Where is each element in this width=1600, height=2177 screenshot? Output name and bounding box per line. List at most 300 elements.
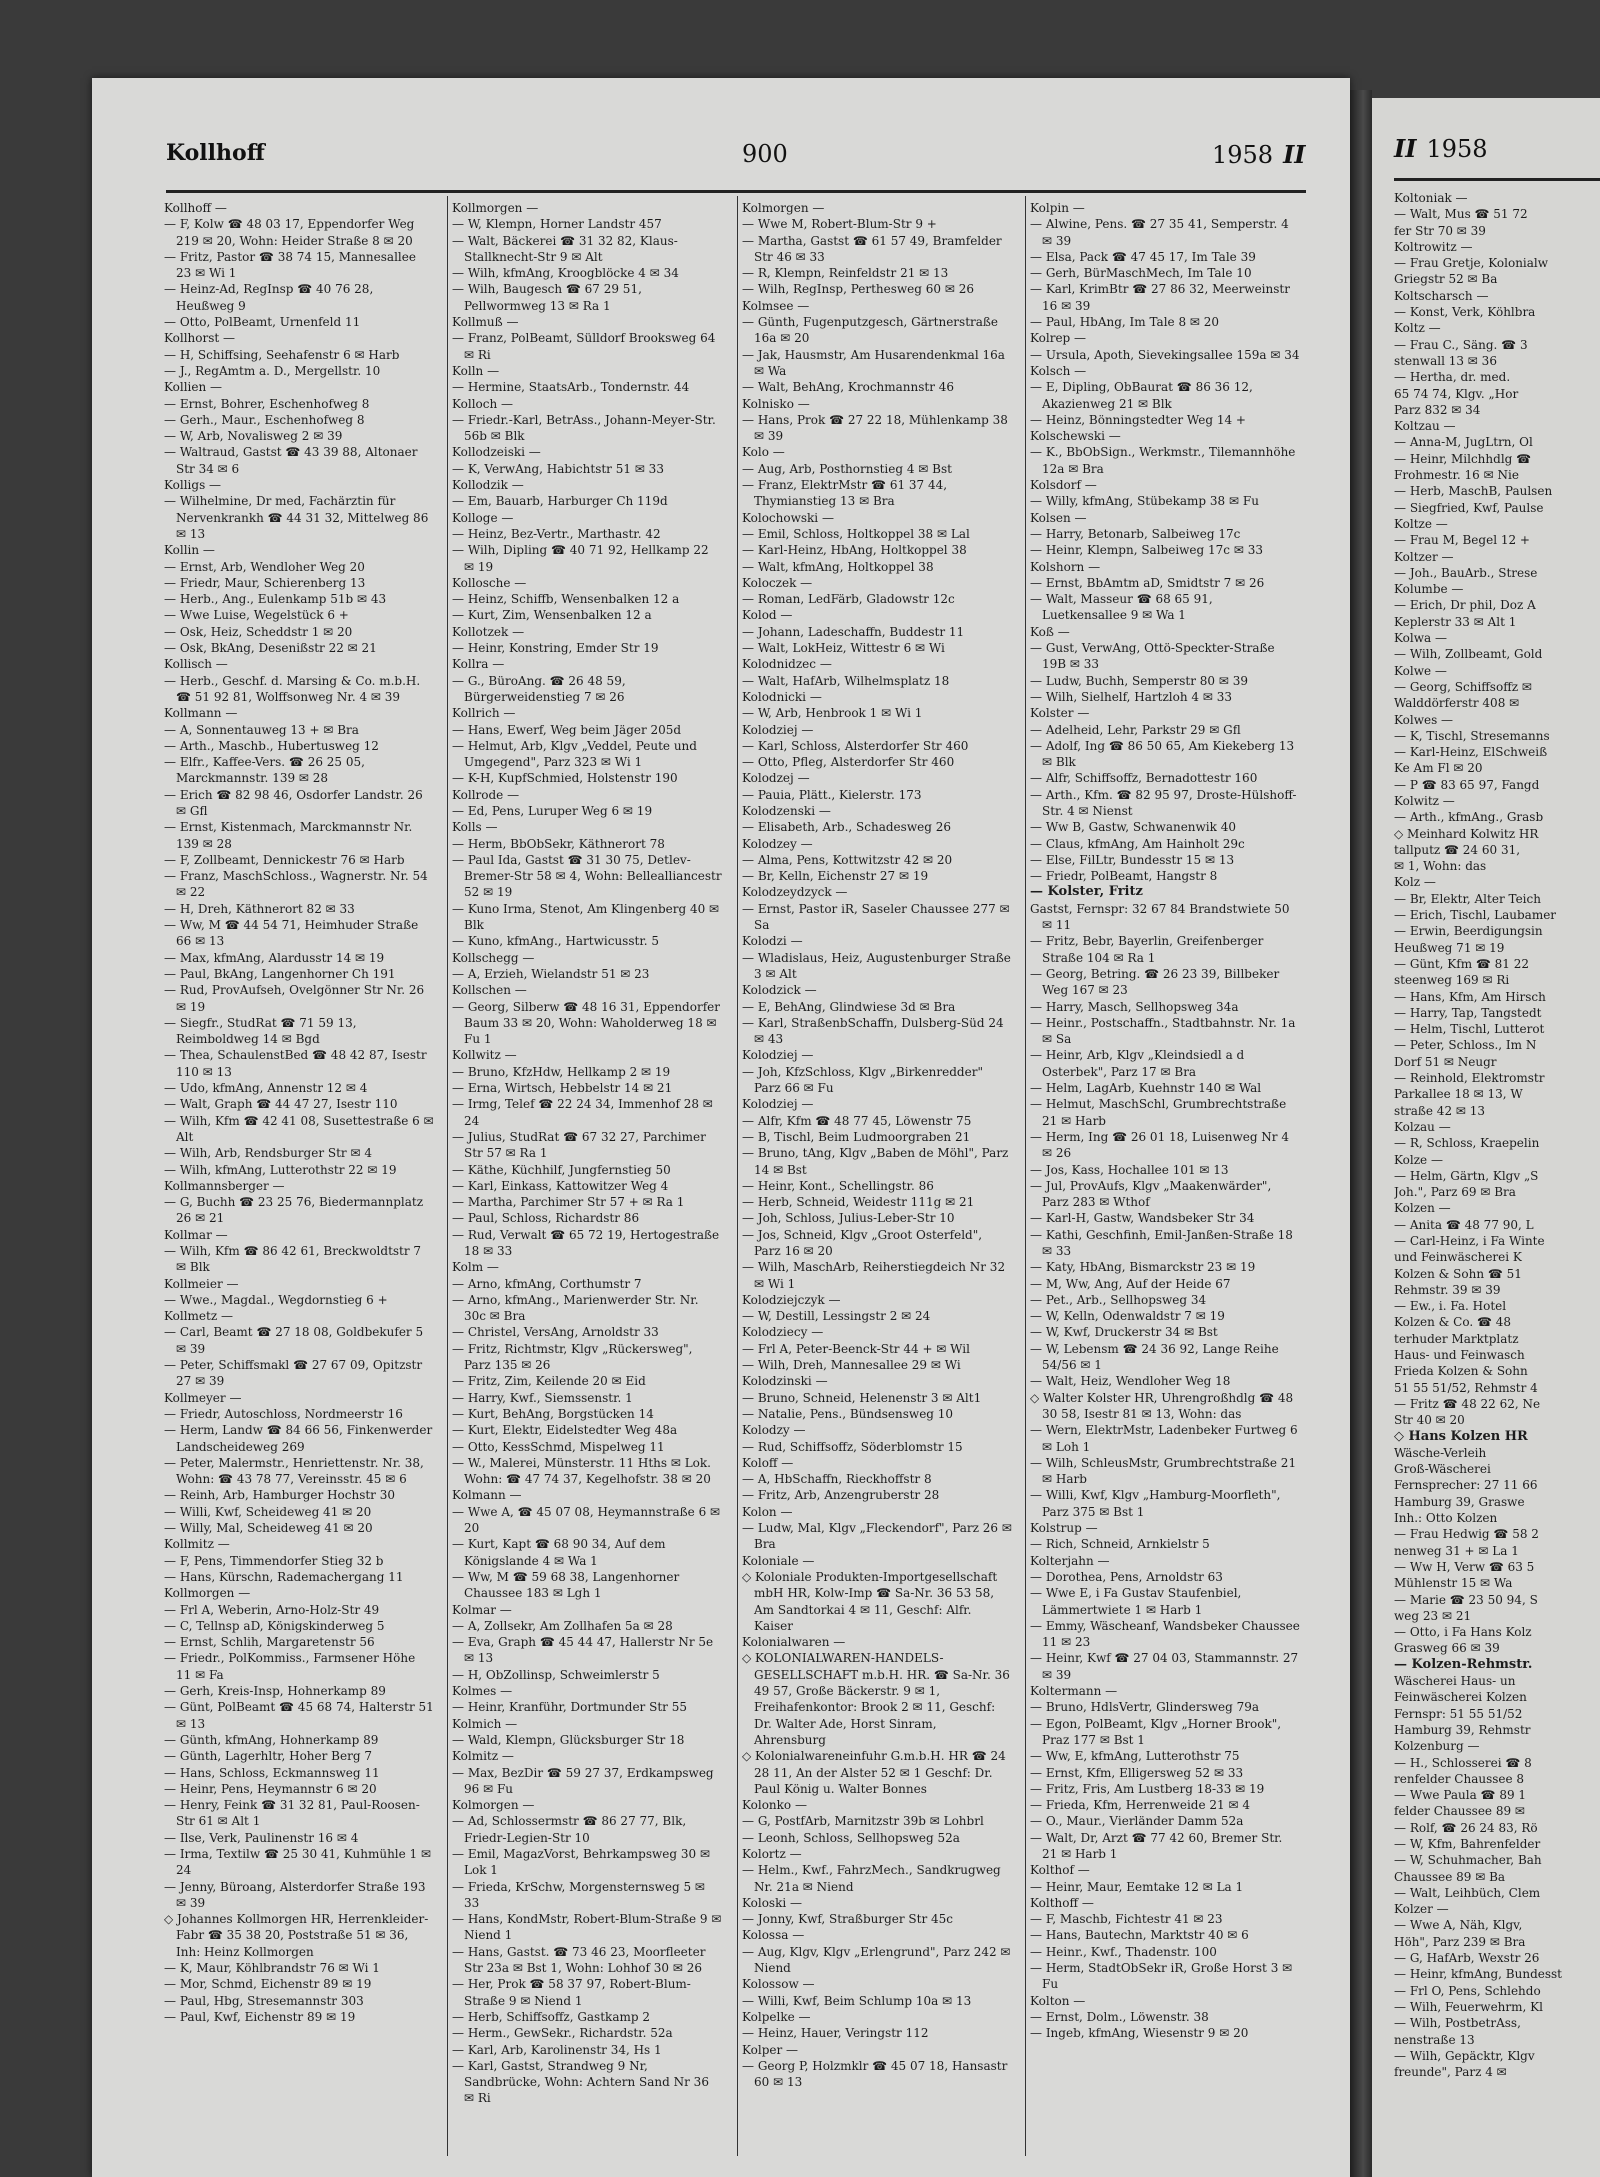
- directory-entry: Kolthof —: [1030, 1863, 1090, 1878]
- directory-entry: Koloff —: [742, 1455, 794, 1470]
- directory-entry: — Erna, Wirtsch, Hebbelstr 14 ✉ 21: [452, 1081, 673, 1096]
- directory-entry: — Ernst, Pastor iR, Saseler Chaussee 277 ✉ Sa: [742, 901, 1010, 933]
- directory-entry: Höh", Parz 239 ✉ Bra: [1394, 1934, 1526, 1949]
- directory-entry: — Wilh, RegInsp, Perthesweg 60 ✉ 26: [742, 282, 975, 297]
- directory-entry: — Ww H, Verw ☎ 63 5: [1394, 1559, 1535, 1574]
- directory-entry: — G, PostfArb, Marnitzstr 39b ✉ Lohbrl: [742, 1814, 984, 1829]
- directory-entry: — Jak, Hausmstr, Am Husarendenkmal 16a ✉ Wa: [742, 347, 1005, 378]
- directory-entry: — Helm, Gärtn, Klgv „S: [1394, 1168, 1539, 1183]
- directory-entry: — Peter, Schloss., Im N: [1394, 1038, 1537, 1053]
- directory-entry: Kolnisko —: [742, 396, 810, 411]
- directory-entry: — Günth, Lagerhltr, Hoher Berg 7: [164, 1749, 372, 1764]
- directory-entry: — Katy, HbAng, Bismarckstr 23 ✉ 19: [1030, 1260, 1256, 1275]
- directory-entry: — Herm., GewSekr., Richardstr. 52a: [452, 2026, 673, 2041]
- directory-column-3: [742, 200, 1012, 2160]
- directory-entry: — Wilh, Feuerwehrm, Kl: [1394, 1999, 1543, 2014]
- directory-entry: — Em, Bauarb, Harburger Ch 119d: [452, 494, 668, 509]
- directory-entry: — Heinr, kfmAng, Bundesst: [1394, 1967, 1562, 1982]
- directory-entry: — Kurt, Elektr, Eidelstedter Weg 48a: [452, 1423, 678, 1438]
- right-page-column: [1394, 190, 1600, 2150]
- directory-entry: — Karl-Heinz, ElSchweiß: [1394, 745, 1548, 760]
- directory-entry: — Ernst, Bohrer, Eschenhofweg 8: [164, 396, 370, 411]
- directory-entry: — Dorothea, Pens, Arnoldstr 63: [1030, 1569, 1223, 1584]
- directory-entry: — Waltraud, Gastst ☎ 43 39 88, Altonaer Str 34 ✉ 6: [164, 445, 418, 476]
- directory-entry: fer Str 70 ✉ 39: [1394, 223, 1486, 238]
- directory-entry: terhuder Marktplatz: [1394, 1331, 1519, 1346]
- directory-entry: — Udo, kfmAng, Annenstr 12 ✉ 4: [164, 1081, 368, 1096]
- directory-entry: Kolodzej —: [742, 771, 810, 786]
- directory-entry: — Joh, KfzSchloss, Klgv „Birkenredder" Parz 66 ✉ Fu: [742, 1064, 983, 1096]
- directory-page-left: [92, 78, 1350, 2177]
- directory-entry: — Osk, BkAng, Desenißstr 22 ✉ 21: [164, 641, 377, 656]
- directory-entry: — Henry, Feink ☎ 31 32 81, Paul-Roosen-Str 61 ✉ Alt 1: [164, 1798, 420, 1829]
- directory-entry: Kollrode —: [452, 787, 520, 802]
- directory-entry: — Paul, Schloss, Richardstr 86: [452, 1211, 640, 1226]
- directory-entry: — Heinr, Kranführ, Dortmunder Str 55: [452, 1700, 687, 1715]
- directory-entry: — Walt, Mus ☎ 51 72: [1394, 207, 1528, 222]
- directory-entry: — Harry, Tap, Tangstedt: [1394, 1005, 1542, 1020]
- directory-entry: — A, HbSchaffn, Rieckhoffstr 8: [742, 1472, 932, 1487]
- directory-entry: Ke Am Fl ✉ 20: [1394, 761, 1483, 776]
- directory-entry: — Heinr, Kwf ☎ 27 04 03, Stammannstr. 27 ✉ 39: [1030, 1651, 1299, 1682]
- directory-entry: — R, Klempn, Reinfeldstr 21 ✉ 13: [742, 266, 949, 281]
- directory-entry: — Kurt, Kapt ☎ 68 90 34, Auf dem Königslande 4 ✉ Wa 1: [452, 1537, 666, 1568]
- directory-entry: — Hans, Gastst. ☎ 73 46 23, Moorfleeter Str 23a ✉ Bst 1, Wohn: Lohhof 30 ✉ 26: [452, 1944, 706, 1976]
- directory-entry: 65 74 74, Klgv. „Hor: [1394, 386, 1519, 401]
- directory-entry: Kolodzy —: [742, 1423, 806, 1438]
- directory-entry: — Walt, Dr, Arzt ☎ 77 42 60, Bremer Str. 21 ✉ Harb 1: [1030, 1830, 1283, 1861]
- directory-entry: — H, Schiffsing, Seehafenstr 6 ✉ Harb: [164, 347, 400, 362]
- directory-entry: — Ernst, Schlih, Margaretenstr 56: [164, 1635, 375, 1650]
- directory-entry: Str 40 ✉ 20: [1394, 1413, 1465, 1428]
- directory-entry: — Harry, Masch, Sellhopsweg 34a: [1030, 999, 1239, 1014]
- directory-entry: — Marie ☎ 23 50 94, S: [1394, 1592, 1538, 1607]
- directory-column-4: [1030, 200, 1300, 2160]
- directory-entry: 51 55 51/52, Rehmstr 4: [1394, 1380, 1538, 1395]
- directory-entry: Kolzen & Sohn ☎ 51: [1394, 1266, 1522, 1281]
- directory-entry: — Osk, Heiz, Scheddstr 1 ✉ 20: [164, 624, 353, 639]
- directory-entry: — Heinz, Bez-Vertr., Marthastr. 42: [452, 526, 661, 541]
- directory-entry: — Peter, Schiffsmakl ☎ 27 67 09, Opitzstr 27 ✉ 39: [164, 1358, 423, 1389]
- directory-entry: — Gust, VerwAng, Ottö-Speckter-Straße 19B ✉ 33: [1030, 641, 1275, 672]
- directory-entry: — Kuno, kfmAng., Hartwicusstr. 5: [452, 934, 659, 949]
- directory-entry: — Peter, Malermstr., Henriettenstr. Nr. 38, Wohn: ☎ 43 78 77, Vereinsstr. 45 ✉ 6: [164, 1455, 424, 1487]
- directory-entry: — Herm, Ing ☎ 26 01 18, Luisenweg Nr 4 ✉ 26: [1030, 1129, 1289, 1161]
- directory-entry: — Georg P, Holzmklr ☎ 45 07 18, Hansastr 60 ✉ 13: [742, 2058, 1008, 2090]
- directory-entry: — Ilse, Verk, Paulinenstr 16 ✉ 4: [164, 1830, 359, 1845]
- directory-entry: — Hans, Kürschn, Rademachergang 11: [164, 1569, 404, 1584]
- directory-entry: Kolton —: [1030, 1993, 1086, 2008]
- directory-entry: — Heinz, Hauer, Veringstr 112: [742, 2026, 929, 2041]
- directory-entry: — K, Tischl, Stresemanns: [1394, 728, 1550, 743]
- running-header-name: Kollhoff: [166, 140, 265, 166]
- directory-entry: Kollmeyer —: [164, 1390, 242, 1405]
- directory-entry: — Herb, Schneid, Weidestr 111g ✉ 21: [742, 1195, 975, 1210]
- directory-entry: Hamburg 39, Rehmstr: [1394, 1722, 1531, 1737]
- directory-entry: — Arth., kfmAng., Grasb: [1394, 810, 1544, 825]
- directory-entry: Frieda Kolzen & Sohn: [1394, 1364, 1528, 1379]
- directory-entry: — J., RegAmtm a. D., Mergellstr. 10: [164, 363, 381, 378]
- directory-entry: — Reinh, Arb, Hamburger Hochstr 30: [164, 1488, 396, 1503]
- directory-entry: — Karl, Schloss, Alsterdorfer Str 460: [742, 738, 969, 753]
- directory-entry: — Aug, Arb, Posthornstieg 4 ✉ Bst: [742, 461, 952, 476]
- directory-entry: Kolster —: [1030, 706, 1090, 721]
- directory-entry: Kollwitz —: [452, 1048, 517, 1063]
- directory-entry: — Hans, Prok ☎ 27 22 18, Mühlenkamp 38 ✉ 39: [742, 412, 1008, 444]
- directory-entry: — W, Kfm, Bahrenfelder: [1394, 1836, 1541, 1851]
- directory-entry: — Martha, Parchimer Str 57 + ✉ Ra 1: [452, 1195, 685, 1210]
- directory-entry: — Pauia, Plätt., Kielerstr. 173: [742, 787, 922, 802]
- directory-entry: — Ernst, Dolm., Löwenstr. 38: [1030, 2009, 1209, 2024]
- directory-entry: — Wwe E, i Fa Gustav Staufenbiel, Lämmertwiete 1 ✉ Harb 1: [1030, 1586, 1242, 1617]
- directory-entry: Koß —: [1030, 624, 1070, 639]
- directory-entry: — Walt, Bäckerei ☎ 31 32 82, Klaus-Stallknecht-Str 9 ✉ Alt: [452, 233, 678, 264]
- directory-entry: — Friedr.-Karl, BetrAss., Johann-Meyer-Str. 56b ✉ Blk: [452, 412, 716, 444]
- directory-entry: — Georg, Betring. ☎ 26 23 39, Billbeker Weg 167 ✉ 23: [1030, 966, 1280, 998]
- directory-entry: — Franz, PolBeamt, Sülldorf Brooksweg 64 ✉ Ri: [452, 331, 716, 362]
- directory-entry: Koltscharsch —: [1394, 288, 1489, 303]
- directory-entry: — Alfr, Kfm ☎ 48 77 45, Löwenstr 75: [742, 1113, 972, 1128]
- directory-entry: — Wilh, Baugesch ☎ 67 29 51, Pellwormweg 13 ✉ Ra 1: [452, 282, 642, 313]
- directory-entry: — Walt, LokHeiz, Wittestr 6 ✉ Wi: [742, 641, 945, 656]
- directory-entry: Keplerstr 33 ✉ Alt 1: [1394, 614, 1517, 629]
- header-rule: [166, 190, 1306, 193]
- directory-entry: ✉ 1, Wohn: das: [1394, 859, 1487, 874]
- directory-entry: — Willi, Kwf, Klgv „Hamburg-Moorfleth", Parz 375 ✉ Bst 1: [1030, 1488, 1281, 1519]
- directory-entry: — Julius, StudRat ☎ 67 32 27, Parchimer Str 57 ✉ Ra 1: [452, 1129, 706, 1161]
- directory-entry: — W, Lebensm ☎ 24 36 92, Lange Reihe 54/56 ✉ 1: [1030, 1341, 1279, 1373]
- directory-entry: — Wladislaus, Heiz, Augustenburger Straße 3 ✉ Alt: [742, 950, 1011, 981]
- directory-entry: — Friedr, PolBeamt, Hangstr 8: [1030, 869, 1218, 884]
- directory-entry: ◇ Hans Kolzen HR: [1394, 1428, 1528, 1444]
- directory-entry: Koltzau —: [1394, 419, 1456, 434]
- directory-entry: — Karl, KrimBtr ☎ 27 86 32, Meerweinstr 16 ✉ 39: [1030, 282, 1290, 313]
- directory-entry: — Jenny, Büroang, Alsterdorfer Straße 193 ✉ 39: [164, 1879, 426, 1910]
- directory-entry: — Br, Elektr, Alter Teich: [1394, 891, 1541, 906]
- directory-entry: Kolonialwaren —: [742, 1635, 846, 1650]
- directory-entry: — Heinr, Pens, Heymannstr 6 ✉ 20: [164, 1781, 377, 1796]
- directory-entry: — Walt, Leihbüch, Clem: [1394, 1885, 1541, 1900]
- directory-entry: — Fritz, Richtmstr, Klgv „Rückersweg", Parz 135 ✉ 26: [452, 1341, 693, 1373]
- directory-entry: — Wwe A, ☎ 45 07 08, Heymannstraße 6 ✉ 20: [452, 1504, 721, 1536]
- directory-entry: — G, Buchh ☎ 23 25 76, Biedermannplatz 26 ✉ 21: [164, 1195, 424, 1226]
- directory-entry: — Bruno, KfzHdw, Hellkamp 2 ✉ 19: [452, 1064, 671, 1079]
- directory-entry: — Christel, VersAng, Arnoldstr 33: [452, 1325, 659, 1340]
- directory-entry: — Aug, Klgv, Klgv „Erlengrund", Parz 242 ✉ Niend: [742, 1944, 1011, 1976]
- directory-entry: Kolodziej —: [742, 1048, 814, 1063]
- directory-entry: — Max, kfmAng, Alardusstr 14 ✉ 19: [164, 950, 385, 965]
- directory-entry: — Wwe., Magdal., Wegdornstieg 6 +: [164, 1292, 388, 1307]
- directory-entry: — Arno, kfmAng., Marienwerder Str. Nr. 30c ✉ Bra: [452, 1292, 699, 1324]
- directory-entry: — Ww, E, kfmAng, Lutterothstr 75: [1030, 1749, 1240, 1764]
- directory-entry: — Wilh, Arb, Rendsburger Str ✉ 4: [164, 1146, 372, 1161]
- directory-entry: Wäscherei Haus- un: [1394, 1674, 1516, 1689]
- directory-entry: Kollmar —: [164, 1227, 228, 1242]
- directory-entry: — Wilh, Sielhelf, Hartzloh 4 ✉ 33: [1030, 689, 1232, 704]
- directory-entry: — Herb., Ang., Eulenkamp 51b ✉ 43: [164, 592, 387, 607]
- directory-entry: — Frl A, Weberin, Arno-Holz-Str 49: [164, 1602, 380, 1617]
- directory-entry: — Wald, Klempn, Glücksburger Str 18: [452, 1732, 685, 1747]
- directory-entry: — E, Dipling, ObBaurat ☎ 86 36 12, Akazienweg 21 ✉ Blk: [1030, 380, 1253, 411]
- directory-entry: — Rolf, ☎ 26 24 83, Rö: [1394, 1820, 1538, 1835]
- directory-entry: Kollra —: [452, 657, 505, 672]
- column-divider: [737, 196, 738, 2156]
- directory-entry: — Frau Hedwig ☎ 58 2: [1394, 1527, 1539, 1542]
- directory-entry: — Max, BezDir ☎ 59 27 37, Erdkampsweg 96 ✉ Fu: [452, 1765, 714, 1796]
- directory-entry: — Siegfried, Kwf, Paulse: [1394, 500, 1544, 515]
- directory-entry: — Frieda, Kfm, Herrenweide 21 ✉ 4: [1030, 1798, 1250, 1813]
- directory-entry: — Ursula, Apoth, Sievekingsallee 159a ✉ 34: [1030, 347, 1300, 362]
- directory-entry: — Georg, Schiffsoffz ✉: [1394, 679, 1532, 694]
- directory-entry: — Carl-Heinz, i Fa Winte: [1394, 1234, 1545, 1248]
- directory-entry: Kolmar —: [452, 1602, 512, 1617]
- directory-entry: — C, Tellnsp aD, Königskinderweg 5: [164, 1618, 385, 1633]
- directory-entry: Koloniale —: [742, 1553, 815, 1568]
- directory-entry: — Gerh, Kreis-Insp, Hohnerkamp 89: [164, 1684, 386, 1699]
- directory-entry: — Heinr, Kont., Schellingstr. 86: [742, 1178, 934, 1193]
- directory-entry: — G, HafArb, Wexstr 26: [1394, 1951, 1540, 1966]
- directory-entry: straße 42 ✉ 13: [1394, 1103, 1486, 1118]
- directory-entry: — Karl, Arb, Karolinenstr 34, Hs 1: [452, 2042, 662, 2057]
- directory-entry: — Harry, Kwf., Siemssenstr. 1: [452, 1390, 633, 1405]
- directory-entry: — Otto, KessSchmd, Mispelweg 11: [452, 1439, 665, 1454]
- directory-entry: — F, Zollbeamt, Dennickestr 76 ✉ Harb: [164, 852, 405, 867]
- directory-entry: Haus- und Feinwasch: [1394, 1348, 1525, 1363]
- directory-entry: — P ☎ 83 65 97, Fangd: [1394, 777, 1540, 792]
- directory-entry: — Wilh, Gepäcktr, Klgv: [1394, 2048, 1535, 2063]
- directory-entry: Kolodziej —: [742, 722, 814, 737]
- directory-entry: — Wwe Paula ☎ 89 1: [1394, 1788, 1527, 1803]
- directory-entry: — K, VerwAng, Habichtstr 51 ✉ 33: [452, 461, 664, 476]
- directory-entry: Kolodzinski —: [742, 1374, 828, 1389]
- directory-entry: Koltze —: [1394, 516, 1448, 531]
- directory-entry: ◇ Johannes Kollmorgen HR, Herrenkleider-Fabr ☎ 35 38 20, Poststraße 51 ✉ 36, Inh: Heinz Kollmorgen: [164, 1912, 429, 1959]
- page-number: 900: [742, 140, 788, 168]
- directory-entry: Rehmstr. 39 ✉ 39: [1394, 1282, 1501, 1297]
- directory-entry: — Gerh, BürMaschMech, Im Tale 10: [1030, 266, 1252, 281]
- directory-entry: — Johann, Ladeschaffn, Buddestr 11: [742, 624, 965, 639]
- directory-entry: — Frl A, Peter-Beenck-Str 44 + ✉ Wil: [742, 1341, 970, 1356]
- directory-entry: Fernspr: 51 55 51/52: [1394, 1706, 1523, 1721]
- directory-entry: Kollhoff —: [164, 201, 227, 215]
- directory-entry: Chaussee 89 ✉ Ba: [1394, 1869, 1506, 1884]
- directory-entry: Kollien —: [164, 380, 223, 395]
- directory-entry: Kolpin —: [1030, 201, 1085, 215]
- directory-entry: Kolzer —: [1394, 1902, 1449, 1917]
- directory-entry: — Bruno, HdlsVertr, Glindersweg 79a: [1030, 1700, 1260, 1715]
- directory-entry: — Jonny, Kwf, Straßburger Str 45c: [742, 1912, 954, 1927]
- directory-entry: — Carl, Beamt ☎ 27 18 08, Goldbekufer 5 ✉ 39: [164, 1325, 424, 1356]
- directory-entry: Kolsdorf —: [1030, 478, 1097, 493]
- directory-entry: — Hermine, StaatsArb., Tondernstr. 44: [452, 380, 690, 395]
- directory-entry: Kolloge —: [452, 510, 514, 525]
- page-volume: II: [1283, 140, 1306, 169]
- directory-entry: — Hans, Schloss, Eckmannsweg 11: [164, 1765, 380, 1780]
- directory-entry: — Hans, Ewerf, Weg beim Jäger 205d: [452, 722, 682, 737]
- directory-entry: — Ernst, Kistenmach, Marckmannstr Nr. 139 ✉ 28: [164, 820, 413, 851]
- directory-entry: Koltermann —: [1030, 1684, 1118, 1699]
- directory-entry: — Friedr, Maur, Schierenberg 13: [164, 575, 366, 590]
- directory-entry: — Heinr, Arb, Klgv „Kleindsiedl a d Osterbek", Parz 17 ✉ Bra: [1030, 1048, 1245, 1079]
- directory-entry: — Otto, Pfleg, Alsterdorfer Str 460: [742, 755, 955, 770]
- directory-entry: — Joh., BauArb., Strese: [1394, 565, 1538, 580]
- directory-entry: stenwall 13 ✉ 36: [1394, 353, 1497, 368]
- directory-entry: Kolstrup —: [1030, 1521, 1098, 1536]
- directory-entry: Kollhorst —: [164, 331, 236, 346]
- directory-entry: Walddörferstr 408 ✉: [1394, 696, 1520, 711]
- directory-entry: — Günth, Fugenputzgesch, Gärtnerstraße 16a ✉ 20: [742, 315, 999, 346]
- directory-entry: — Frau Gretje, Kolonialw: [1394, 256, 1549, 271]
- directory-page-right: [1372, 98, 1600, 2177]
- directory-entry: — Kurt, BehAng, Borgstücken 14: [452, 1406, 654, 1421]
- column-divider: [1025, 196, 1026, 2156]
- directory-entry: — Rud, Schiffsoffz, Söderblomstr 15: [742, 1439, 963, 1454]
- right-page-volume: II: [1394, 134, 1417, 163]
- directory-entry: steenweg 169 ✉ Ri: [1394, 973, 1510, 988]
- directory-entry: — Paul, HbAng, Im Tale 8 ✉ 20: [1030, 315, 1220, 330]
- directory-entry: Kolwitz —: [1394, 793, 1455, 808]
- directory-entry: Koltzer —: [1394, 549, 1454, 564]
- directory-entry: Heußweg 71 ✉ 19: [1394, 940, 1505, 955]
- directory-entry: Kolodnicki —: [742, 689, 822, 704]
- directory-entry: Kolz —: [1394, 875, 1436, 890]
- directory-entry: ◇ Meinhard Kolwitz HR: [1394, 826, 1539, 841]
- directory-entry: — Fritz, Fris, Am Lustberg 18-33 ✉ 19: [1030, 1781, 1265, 1796]
- directory-entry: Kollisch —: [164, 657, 228, 672]
- column-divider: [447, 196, 448, 2156]
- directory-entry: — R, Schloss, Kraepelin: [1394, 1136, 1540, 1151]
- directory-entry: — Wilh, kfmAng, Kroogblöcke 4 ✉ 34: [452, 266, 679, 281]
- directory-entry: Kolln —: [452, 363, 500, 378]
- directory-entry: — H., Schlosserei ☎ 8: [1394, 1755, 1532, 1770]
- directory-entry: — Wilh, Dipling ☎ 40 71 92, Hellkamp 22 ✉ 19: [452, 543, 709, 574]
- directory-entry: Parz 832 ✉ 34: [1394, 402, 1481, 417]
- directory-entry: Kollrich —: [452, 706, 516, 721]
- directory-entry: Groß-Wäscherei: [1394, 1462, 1491, 1477]
- directory-entry: — Walt, HafArb, Wilhelmsplatz 18: [742, 673, 950, 688]
- directory-entry: Kolzen —: [1394, 1201, 1451, 1216]
- directory-entry: — Helm, LagArb, Kuehnstr 140 ✉ Wal: [1030, 1081, 1262, 1096]
- directory-entry: — Claus, kfmAng, Am Hainholt 29c: [1030, 836, 1245, 851]
- directory-entry: — Heinr., Kwf., Thadenstr. 100: [1030, 1944, 1217, 1959]
- directory-entry: — Alfr, Schiffsoffz, Bernadottestr 160: [1030, 771, 1258, 786]
- directory-entry: — Kolster, Fritz: [1030, 884, 1143, 900]
- directory-entry: — Konst, Verk, Köhlbra: [1394, 305, 1536, 320]
- directory-entry: Kolmitz —: [452, 1749, 514, 1764]
- directory-entry: — Egon, PolBeamt, Klgv „Horner Brook", Praz 177 ✉ Bst 1: [1030, 1716, 1282, 1747]
- directory-entry: — Walt, kfmAng, Holtkoppel 38: [742, 559, 934, 574]
- directory-entry: — Heinz-Ad, RegInsp ☎ 40 76 28, Heußweg 9: [164, 282, 374, 313]
- directory-entry: — A, Zollsekr, Am Zollhafen 5a ✉ 28: [452, 1618, 673, 1633]
- directory-entry: — Günt, PolBeamt ☎ 45 68 74, Halterstr 51 ✉ 13: [164, 1700, 434, 1731]
- directory-entry: — Frl O, Pens, Schlehdo: [1394, 1983, 1541, 1998]
- page-year-volume: [1212, 140, 1306, 169]
- directory-entry: — W, Schuhmacher, Bah: [1394, 1853, 1542, 1868]
- directory-entry: — Arth., Maschb., Hubertusweg 12: [164, 738, 379, 753]
- directory-entry: — Walt, Masseur ☎ 68 65 91, Luetkensallee 9 ✉ Wa 1: [1030, 592, 1213, 623]
- directory-entry: Kolper —: [742, 2042, 799, 2057]
- directory-entry: — Bruno, Schneid, Helenenstr 3 ✉ Alt1: [742, 1390, 982, 1405]
- directory-entry: — B, Tischl, Beim Ludmoorgraben 21: [742, 1129, 971, 1144]
- directory-entry: und Feinwäscherei K: [1394, 1250, 1522, 1265]
- directory-entry: Kolochowski —: [742, 510, 834, 525]
- directory-entry: Frohmestr. 16 ✉ Nie: [1394, 468, 1519, 483]
- directory-entry: Kolortz —: [742, 1846, 802, 1861]
- directory-entry: — Adelheid, Lehr, Parkstr 29 ✉ Gfl: [1030, 722, 1241, 737]
- directory-entry: — Anita ☎ 48 77 90, L: [1394, 1217, 1534, 1232]
- directory-entry: Kollmann —: [164, 706, 238, 721]
- directory-entry: Inh.: Otto Kolzen: [1394, 1511, 1498, 1526]
- directory-entry: — Reinhold, Elektromstr: [1394, 1071, 1545, 1086]
- directory-entry: — W., Malerei, Münsterstr. 11 Hths ✉ Lok. Wohn: ☎ 47 74 37, Kegelhofstr. 38 ✉ 20: [452, 1455, 711, 1487]
- directory-entry: Kollmitz —: [164, 1537, 230, 1552]
- directory-entry: — Fritz, Arb, Anzengruberstr 28: [742, 1488, 940, 1503]
- directory-entry: — K., BbObSign., Werkmstr., Tilemannhöhe 12a ✉ Bra: [1030, 445, 1296, 476]
- directory-entry: Kolumbe —: [1394, 582, 1464, 597]
- directory-column-1: [164, 200, 434, 2160]
- directory-entry: Kollmorgen —: [452, 201, 539, 215]
- directory-entry: — Frieda, KrSchw, Morgensternsweg 5 ✉ 33: [452, 1879, 705, 1910]
- directory-entry: Kolm —: [452, 1260, 499, 1275]
- directory-entry: Kolze —: [1394, 1152, 1443, 1167]
- directory-entry: Koloczek —: [742, 575, 813, 590]
- directory-entry: — Heinz, Bönningstedter Weg 14 +: [1030, 412, 1246, 427]
- directory-entry: — Paul Ida, Gastst ☎ 31 30 75, Detlev-Bremer-Str 58 ✉ 4, Wohn: Bellealliancestr 52 ✉ 19: [452, 852, 722, 900]
- directory-entry: — Erwin, Beerdigungsin: [1394, 924, 1543, 939]
- directory-entry: — Franz, ElektrMstr ☎ 61 37 44, Thymianstieg 13 ✉ Bra: [742, 478, 948, 509]
- directory-entry: — Rud, Verwalt ☎ 65 72 19, Hertogestraße 18 ✉ 33: [452, 1227, 720, 1258]
- directory-entry: Feinwäscherei Kolzen: [1394, 1690, 1527, 1705]
- directory-entry: Dorf 51 ✉ Neugr: [1394, 1054, 1497, 1069]
- directory-entry: — Herb., Geschf. d. Marsing & Co. m.b.H. ☎ 51 92 81, Wolffsonweg Nr. 4 ✉ 39: [164, 673, 421, 704]
- directory-entry: — Elisabeth, Arb., Schadesweg 26: [742, 820, 951, 835]
- directory-entry: ◇ Koloniale Produkten-Importgesellschaft mbH HR, Kolw-Imp ☎ Sa-Nr. 36 53 58, Am Sandtorkai 4 ✉ 11, Geschf: Alfr. Kaiser: [742, 1569, 998, 1633]
- directory-entry: — Wwe M, Robert-Blum-Str 9 +: [742, 217, 937, 232]
- directory-entry: — Franz, MaschSchloss., Wagnerstr. Nr. 54 ✉ 22: [164, 869, 428, 900]
- directory-entry: — Natalie, Pens., Bündsensweg 10: [742, 1406, 954, 1421]
- directory-entry: — Irmg, Telef ☎ 22 24 34, Immenhof 28 ✉ 24: [452, 1097, 713, 1128]
- directory-entry: Kollodzik —: [452, 478, 524, 493]
- directory-entry: — Mor, Schmd, Eichenstr 89 ✉ 19: [164, 1977, 372, 1992]
- directory-entry: ◇ KOLONIALWAREN-HANDELS-GESELLSCHAFT m.b.H. HR. ☎ Sa-Nr. 36 49 57, Große Bäckerstr. 9 ✉ 1, Freihafenkontor: Brook 2 ✉ 11, Geschf: Dr. Walter Ade, Horst Sinram, Ahrensburg: [742, 1651, 1010, 1747]
- directory-entry: Kolsch —: [1030, 363, 1087, 378]
- directory-entry: Kollmetz —: [164, 1309, 233, 1324]
- directory-entry: Kolwa —: [1394, 631, 1447, 646]
- directory-entry: — Emil, MagazVorst, Behrkampsweg 30 ✉ Lok 1: [452, 1846, 711, 1878]
- directory-entry: — H, ObZollinsp, Schweimlerstr 5: [452, 1667, 660, 1682]
- directory-entry: Kolzen & Co. ☎ 48: [1394, 1315, 1512, 1330]
- directory-entry: — K, Maur, Köhlbrandstr 76 ✉ Wi 1: [164, 1961, 380, 1976]
- directory-entry: — Karl-Heinz, HbAng, Holtkoppel 38: [742, 543, 967, 558]
- directory-entry: — Frau C., Säng. ☎ 3: [1394, 337, 1528, 352]
- directory-entry: — Emil, Schloss, Holtkoppel 38 ✉ Lal: [742, 526, 970, 541]
- directory-entry: — O., Maur., Vierländer Damm 52a: [1030, 1814, 1244, 1829]
- directory-entry: tallputz ☎ 24 60 31,: [1394, 842, 1521, 857]
- directory-entry: — Herm, Landw ☎ 84 66 56, Finkenwerder Landscheideweg 269: [164, 1423, 433, 1454]
- directory-entry: Kollin —: [164, 543, 215, 558]
- directory-entry: — Wilhelmine, Dr med, Fachärztin für Nervenkrankh ☎ 44 31 32, Mittelweg 86 ✉ 13: [164, 494, 429, 541]
- directory-entry: Kolod —: [742, 608, 793, 623]
- directory-entry: weg 23 ✉ 21: [1394, 1608, 1472, 1623]
- directory-entry: Parkallee 18 ✉ 13, W: [1394, 1087, 1523, 1102]
- directory-entry: — E, BehAng, Glindwiese 3d ✉ Bra: [742, 999, 956, 1014]
- directory-entry: Kolossow —: [742, 1977, 815, 1992]
- directory-entry: — Bruno, tAng, Klgv „Baben de Möhl", Parz 14 ✉ Bst: [742, 1146, 1009, 1177]
- directory-entry: felder Chaussee 89 ✉: [1394, 1804, 1525, 1819]
- directory-entry: Kolschewski —: [1030, 429, 1121, 444]
- directory-entry: — Helmut, Arb, Klgv „Veddel, Peute und Umgegend", Parz 323 ✉ Wi 1: [452, 738, 697, 770]
- directory-entry: — Günth, kfmAng, Hohnerkamp 89: [164, 1732, 379, 1747]
